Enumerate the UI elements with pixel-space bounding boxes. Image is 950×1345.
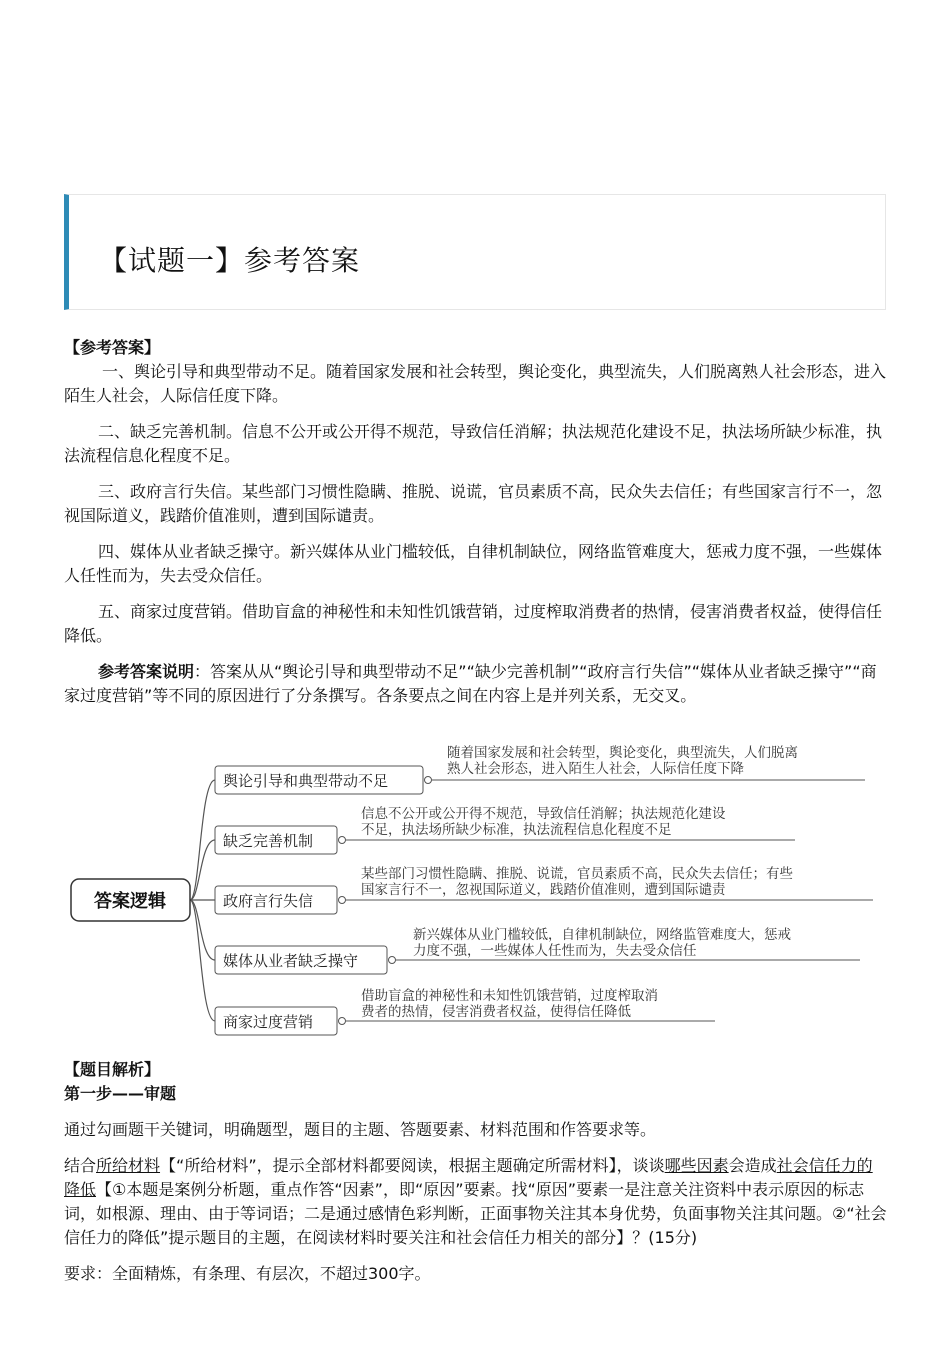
question-keyword-trust: 社会信任力的降低 [64, 1156, 873, 1199]
analysis-section [64, 1058, 888, 1298]
answer-note [64, 660, 888, 708]
answer-note-label: 参考答案说明 [98, 662, 195, 681]
mindmap-desc-5b: 费者的热情，侵害消费者权益，使得信任降低 [361, 1004, 631, 1020]
mindmap-desc-3b: 国家言行不一，忽视国际道义，践踏价值准则，遭到国际谴责 [361, 882, 726, 898]
answer-point-3: 三、政府言行失信。某些部门习惯性隐瞒、推脱、说谎，官员素质不高，民众失去信任；有些国家言行不一，忽视国际道义，践踏价值准则，遭到国际谴责。 [64, 482, 883, 525]
mindmap-branch-2 [215, 805, 795, 854]
question-seg-1: 结合 [64, 1156, 97, 1175]
mindmap-branch-1 [215, 744, 865, 794]
mindmap-branch-3 [215, 865, 873, 914]
answer-point-5: 五、商家过度营销。借助盲盒的神秘性和未知性饥饿营销，过度榨取消费者的热情，侵害消费者权益，使得信任降低。 [64, 602, 883, 645]
page-title: 【试题一】参考答案 [99, 244, 361, 277]
analysis-intro: 通过勾画题干关键词，明确题型，题目的主题、答题要素、材料范围和作答要求等。 [64, 1120, 657, 1139]
answer-logic-mindmap [60, 738, 890, 1038]
mindmap-branch-label-2: 缺乏完善机制 [223, 832, 314, 850]
title-banner [64, 194, 886, 310]
mindmap-desc-1b: 熟人社会形态，进入陌生人社会，人际信任度下降 [447, 761, 744, 777]
question-text [64, 1154, 888, 1250]
mindmap-branch-label-4: 媒体从业者缺乏操守 [223, 952, 359, 970]
mindmap-desc-2a: 信息不公开或公开得不规范，导致信任消解；执法规范化建设 [361, 806, 726, 822]
mindmap-desc-2b: 不足，执法场所缺少标准，执法流程信息化程度不足 [361, 822, 672, 838]
answer-point-4: 四、媒体从业者缺乏操守。新兴媒体从业门槛较低，自律机制缺位，网络监管难度大，惩戒力度不强，一些媒体人任性而为，失去受众信任。 [64, 542, 883, 585]
analysis-heading: 【题目解析】 [64, 1060, 161, 1079]
answer-point-2: 二、缺乏完善机制。信息不公开或公开得不规范，导致信任消解；执法规范化建设不足，执法场所缺少标准，执法流程信息化程度不足。 [64, 422, 883, 465]
answer-point-1: 一、舆论引导和典型带动不足。随着国家发展和社会转型，舆论变化，典型流失，人们脱离熟人社会形态，进入陌生人社会，人际信任度下降。 [64, 362, 887, 405]
question-seg-4: 【①本题是案例分析题，重点作答“因素”，即“原因”要素。找“原因”要素一是注意关注资料中表示原因的标志词，如根源、理由、由于等词语；二是通过感情色彩判断，正面事物关注其本身优势，负面事物关注其问题。②“社会信任力的降低”提示题目的主题，在阅读材料时要关注和社会信任力相关的部分】？(15分) [64, 1180, 887, 1247]
mindmap-desc-4a: 新兴媒体从业门槛较低，自律机制缺位，网络监管难度大，惩戒 [413, 927, 791, 943]
requirement-text: 要求：全面精炼，有条理、有层次，不超过300字。 [64, 1264, 431, 1283]
step1-heading: 第一步——审题 [64, 1084, 177, 1103]
answer-heading: 【参考答案】 [64, 338, 161, 357]
mindmap-desc-1a: 随着国家发展和社会转型，舆论变化，典型流失，人们脱离 [447, 745, 798, 761]
mindmap-branch-5 [215, 987, 715, 1035]
mindmap-branch-label-5: 商家过度营销 [223, 1013, 314, 1031]
mindmap-desc-5a: 借助盲盒的神秘性和未知性饥饿营销，过度榨取消 [361, 988, 658, 1004]
question-seg-2: 【“所给材料”，提示全部材料都要阅读，根据主题确定所需材料】，谈谈 [160, 1156, 665, 1175]
answer-section [64, 336, 888, 720]
answer-note-text: ：答案从从“舆论引导和典型带动不足”“缺少完善机制”“政府言行失信”“媒体从业者缺乏操守”“商家过度营销”等不同的原因进行了分条撰写。各条要点之间在内容上是并列关系，无交叉。 [64, 662, 877, 705]
mindmap-branch-4 [215, 926, 860, 974]
mindmap-root: 答案逻辑 [94, 891, 166, 912]
mindmap-branch-label-3: 政府言行失信 [223, 892, 314, 910]
question-seg-3: 会造成 [728, 1156, 777, 1175]
question-keyword-materials: 所给材料 [96, 1156, 161, 1175]
mindmap-desc-4b: 力度不强，一些媒体人任性而为，失去受众信任 [413, 943, 697, 959]
question-keyword-factors: 哪些因素 [664, 1156, 729, 1175]
mindmap-desc-3a: 某些部门习惯性隐瞒、推脱、说谎，官员素质不高，民众失去信任；有些 [361, 866, 793, 882]
mindmap-branch-label-1: 舆论引导和典型带动不足 [223, 772, 389, 790]
